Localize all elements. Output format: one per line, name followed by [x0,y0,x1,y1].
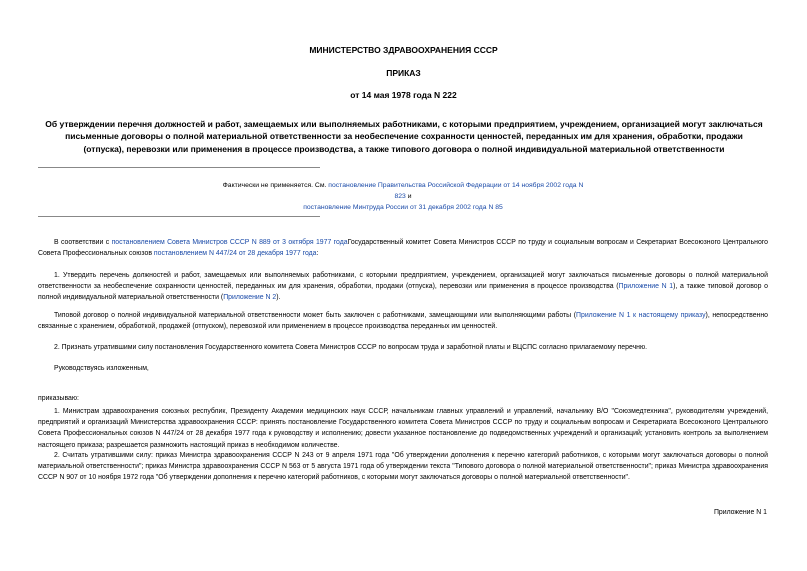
status-note-lead: Фактически не применяется. См. [222,182,327,189]
paragraph-order-item-1: 1. Министрам здравоохранения союзных республик, Президенту Академии медицинских наук СССР, начальникам главных управлений и управлений, начальнику В/О "Союзмедтехника", руководителям учреждений, предприятий и организаций Министерства здравоохранения СССР: принять постановление Государственного комитета Совета Министров СССР по труду и социальным вопросам и Секретариата Всесоюзного Центрального Совета Профессиональных союзов N 447/24 от 28 декабря 1977 года к руководству и исполнению; довести указанное постановление до подведомственных учреждений и организаций; установить контроль за выполнением настоящего приказа; разрешается размножить настоящий приказ в необходимом количестве. [38,408,768,449]
link-appendix-1-order[interactable]: Приложение N 1 к настоящему приказу [576,312,706,319]
preamble-text-2: Государственный комитет Совета Министров СССР по труду и социальным вопросам и Секретариат Всесоюзного Центрального Совета Профессиональных союзов [38,239,769,258]
contract-text-2: ), непосредственно связанные с хранением, обработкой, продажей (отпуском), перевозкой или применением в процессе производства переданных им ценностей. [38,312,768,331]
paragraph-order: приказываю: [38,395,79,402]
paragraph-preamble [38,237,768,259]
item-1-text-3: ). [276,294,281,302]
status-note-link-mintrud[interactable]: постановление Минтруда России от 31 декабря 2002 года N 85 [303,204,503,211]
link-resolution-447-24[interactable]: постановлением N 447/24 от 28 декабря 1977 года [153,250,317,258]
doc-type-heading: ПРИКАЗ [386,68,421,78]
paragraph-order-item-2: 2. Считать утратившими силу: приказ Министра здравоохранения СССР N 243 от 9 апреля 1971 года "Об утверждении дополнения к перечню категорий работников, с которыми могут заключаться договоры о полной материальной ответственности"; приказ Министра здравоохранения СССР N 563 от 5 августа 1971 года об утверждении текста "Типового договора о полной материальной ответственности"; приказ Министра здравоохранения СССР N 907 от 10 ноября 1972 года "Об утверждении дополнения к перечню категорий работников, с которыми могут заключаться договоры о полной материальной ответственности". [38,452,768,482]
ministry-heading: МИНИСТЕРСТВО ЗДРАВООХРАНЕНИЯ СССР [309,45,498,55]
link-appendix-1[interactable]: Приложение N 1 [618,283,674,291]
contract-text-1: Типовой договор о полной индивидуальной материальной ответственности может быть заключен с работниками, замещающими или выполняющими работы ( [54,312,577,319]
link-council-resolution-889[interactable]: постановлением Совета Министров СССР N 889 от 3 октября 1977 года [111,239,348,246]
status-note-link-government[interactable]: постановление Правительства Российской Федерации от 14 ноября 2002 года N 823 [328,182,584,200]
item-1-text-1: 1. Утвердить перечень должностей и работ, замещаемых или выполняемых работниками, с которыми предприятием, учреждением, организацией могут заключаться письменные договоры о полной материальной ответственности за необеспечение сохранности ценностей, переданных им для хранения, обработки, продажи (отпуска), перевозки или применения в процессе производства ( [38,272,768,291]
top-divider [38,167,320,168]
preamble-text-3: : [316,250,319,258]
paragraph-typical-contract [38,310,768,332]
item-1-text-2: ), а также типовой договор о полной индивидуальной материальной ответственности ( [38,283,768,302]
paragraph-item-1 [38,270,768,304]
paragraph-guided: Руководствуясь изложенным, [54,365,149,372]
bottom-divider [38,216,320,217]
status-note [222,180,584,213]
paragraph-item-2: 2. Признать утратившими силу постановления Государственного комитета Совета Министров СССР по вопросам труда и заработной платы и ВЦСПС согласно прилагаемому перечню. [54,344,648,351]
preamble-text-1: В соответствии с [54,239,112,246]
link-appendix-2[interactable]: Приложение N 2 [223,294,277,302]
date-number-heading: от 14 мая 1978 года N 222 [350,90,457,100]
document-title: Об утверждении перечня должностей и работ, замещаемых или выполняемых работниками, с которыми предприятием, учреждением, организацией могут заключаться письменные договоры о полной материальной ответственности за необеспечение сохранности ценностей, переданных им для хранения, обработки, продажи (отпуска), перевозки или применения в процессе производства, а также типового договора о полной индивидуальной материальной ответственности [45,119,763,154]
appendix-label: Приложение N 1 [713,509,767,516]
status-note-joiner: и [405,193,412,200]
